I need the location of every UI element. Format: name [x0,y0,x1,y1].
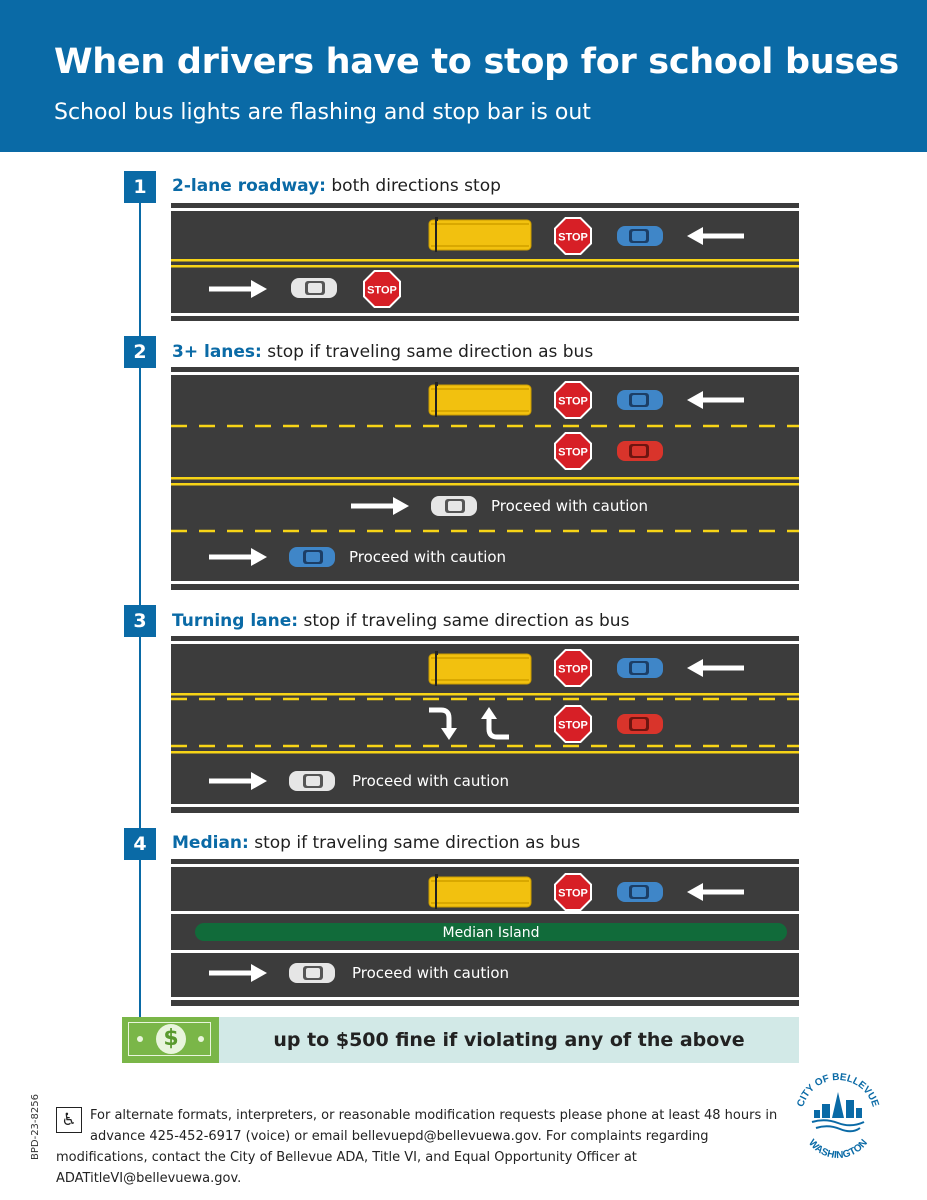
logo-bottom-text: WASHINGTON [806,1137,870,1162]
proceed-label: Proceed with caution [352,772,510,790]
road-svg-1 [171,203,799,321]
section-title-3 [172,611,629,631]
section-title-rest: stop if traveling same direction as bus [298,611,630,631]
edge-line [171,997,799,1000]
white-car [431,496,477,516]
edge-line [171,641,799,644]
page-title: When drivers have to stop for school buses [54,42,899,82]
proceed-label: Proceed with caution [491,497,649,515]
edge-line [171,581,799,584]
section-title-bold: Median: [172,833,249,853]
double-yellow-line [171,259,799,262]
logo-top-text: CITY OF BELLEVUE [795,1071,881,1109]
white-car [289,963,335,983]
school-bus [429,651,531,686]
section-title-rest: stop if traveling same direction as bus [261,342,594,362]
edge-line [171,313,799,316]
section-title-bold: 2-lane roadway: [172,176,326,196]
stop-sign-label: STOP [558,231,588,244]
road-diagram-4 [171,859,799,1006]
school-bus [429,217,531,252]
accessibility-text: For alternate formats, interpreters, or reasonable modification requests please phone at least 48 hours in advance 425-452-6917 (voice) or email bellevuepd@bellevuewa.gov. For complaints regarding modifications, contact the City of Bellevue ADA, Title VI, and Equal Opportunity Officer at ADATitleVI@bellevuewa.gov. [56,1108,778,1186]
stop-sign [555,706,591,742]
accessibility-notice [56,1105,786,1189]
white-car [291,278,337,298]
stop-sign [364,271,400,307]
bill-dot [137,1036,143,1042]
red-car [617,441,663,461]
blue-car [289,547,335,567]
city-of-bellevue-logo [790,1066,886,1166]
section-title-bold: 3+ lanes: [172,342,262,362]
double-yellow-line [171,265,799,268]
edge-line [171,950,799,953]
bill-dot [198,1036,204,1042]
section-title-2 [172,342,593,362]
blue-car [617,226,663,246]
edge-line [171,372,799,375]
stop-sign-label: STOP [558,663,588,676]
red-car [617,714,663,734]
section-number-4: 4 [124,828,156,860]
stop-sign [555,874,591,910]
wheelchair-icon: ♿ [56,1107,82,1133]
section-title-bold: Turning lane: [172,611,299,631]
turn-lane-solid-line [171,751,799,754]
money-icon [122,1017,219,1063]
stop-sign [555,218,591,254]
section-title-4 [172,833,580,853]
white-car [289,771,335,791]
stop-sign-label: STOP [558,719,588,732]
edge-line [171,864,799,867]
fine-text: up to $500 fine if violating any of the above [273,1029,745,1051]
header-banner [0,0,927,152]
fine-banner [122,1017,799,1063]
stop-sign-label: STOP [367,284,397,297]
stop-sign-label: STOP [558,887,588,900]
median-label: Median Island [442,925,540,941]
edge-line [171,208,799,211]
road-diagram-3 [171,636,799,813]
road-svg-4 [171,859,799,1006]
double-yellow-line [171,483,799,486]
blue-car [617,658,663,678]
stop-sign [555,433,591,469]
road-diagram-1 [171,203,799,321]
stop-sign-label: STOP [558,446,588,459]
section-title-rest: both directions stop [325,176,501,196]
edge-line [171,804,799,807]
road-svg-2 [171,367,799,590]
section-number-2: 2 [124,336,156,368]
section-number-1: 1 [124,171,156,203]
stop-sign-label: STOP [558,395,588,408]
blue-car [617,882,663,902]
edge-line [171,911,799,914]
double-yellow-line [171,477,799,480]
blue-car [617,390,663,410]
proceed-label: Proceed with caution [349,548,507,566]
school-bus [429,382,531,417]
stop-sign [555,650,591,686]
section-number-3: 3 [124,605,156,637]
dollar-sign: $ [156,1024,186,1054]
section-title-1 [172,176,501,196]
proceed-label: Proceed with caution [352,964,510,982]
turn-lane-solid-line [171,693,799,696]
page-subtitle: School bus lights are flashing and stop bar is out [54,100,591,125]
road-svg-3 [171,636,799,813]
skyline-icon [812,1092,864,1131]
stop-sign [555,382,591,418]
section-title-rest: stop if traveling same direction as bus [248,833,581,853]
school-bus [429,874,531,909]
document-id: BPD-23-8256 [30,1094,41,1160]
road-diagram-2 [171,367,799,590]
